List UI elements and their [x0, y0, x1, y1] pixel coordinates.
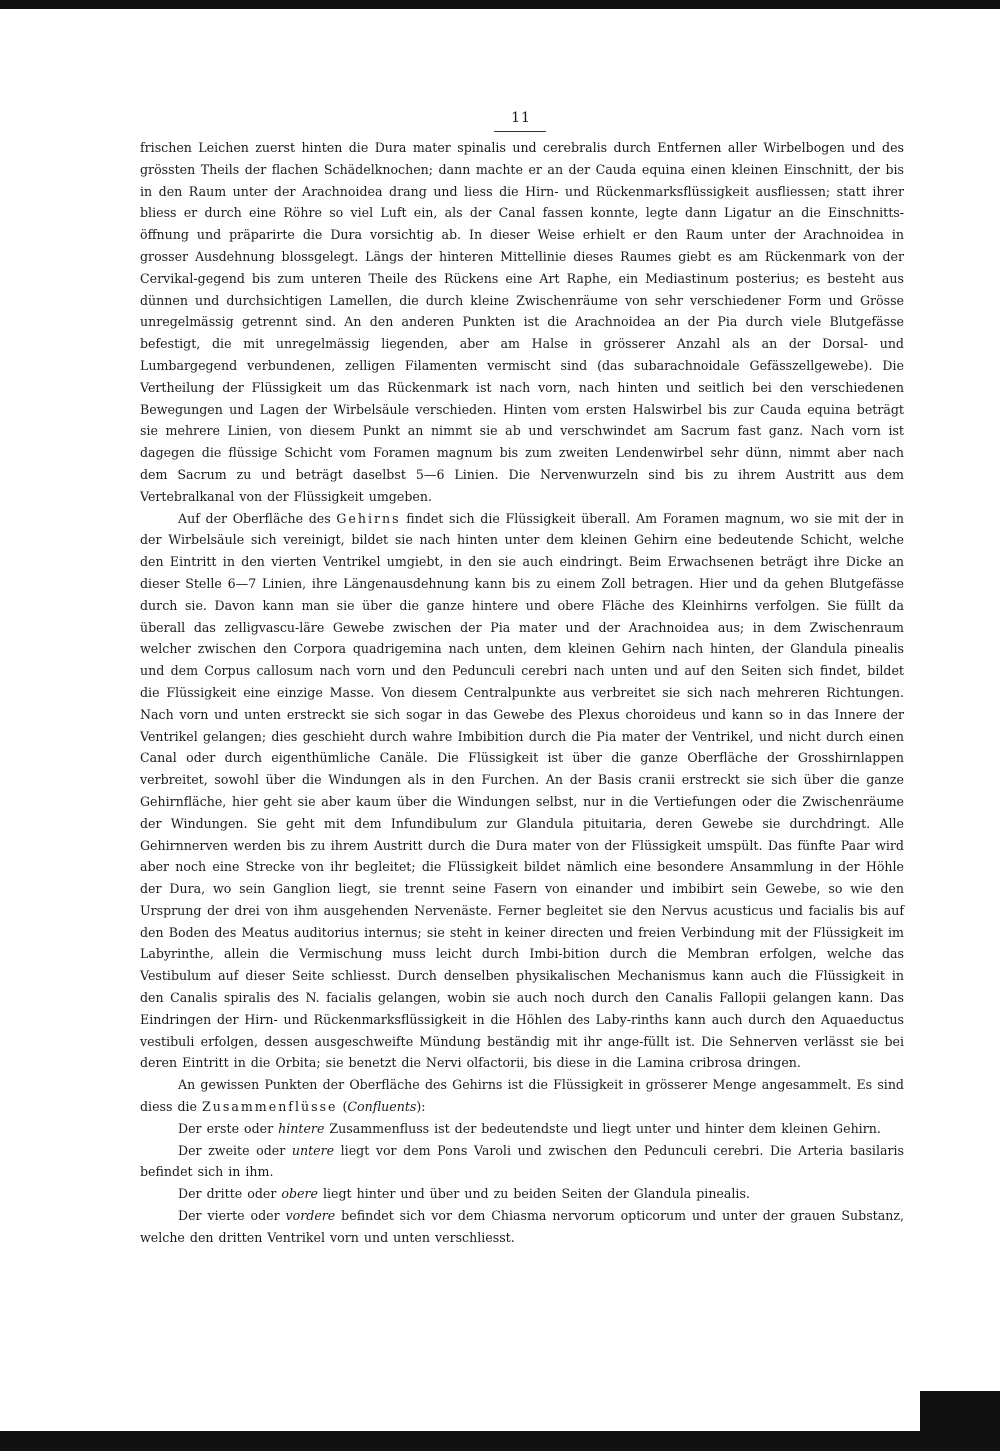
paragraph-3-close: ): [416, 1099, 426, 1115]
italic-term-confluents: Confluents [347, 1099, 417, 1115]
paragraph-7-rest: befindet sich vor dem Chiasma nervorum opticorum und unter der grauen Substanz, welche den dritten Ventrikel vorn und unten verschliesst. [140, 1208, 904, 1245]
paragraph-4-lead: Der erste oder [178, 1120, 279, 1136]
spaced-term-zusammenfluesse: Zusammenflüsse [202, 1099, 338, 1115]
paragraph-4-rest: Zusammenfluss ist der bedeutendste und liegt unter und hinter dem kleinen Gehirn. [324, 1120, 881, 1136]
paragraph-3-lead: An gewissen Punkten der Oberfläche des Gehirns ist die Flüssigkeit in grösserer Menge angesammelt. Es sind diess die [140, 1077, 904, 1115]
paragraph-5-rest: liegt vor dem Pons Varoli und zwischen den Pedunculi cerebri. Die Arteria basilaris befindet sich in ihm. [140, 1142, 904, 1180]
paragraph-2 [140, 508, 904, 1075]
paragraph-5 [140, 1140, 904, 1184]
scan-border-top [0, 0, 1000, 9]
paragraph-7 [140, 1205, 904, 1249]
paragraph-1: frischen Leichen zuerst hinten die Dura mater spinalis und cerebralis durch Entfernen aller Wirbelbogen und des grössten Theils der flachen Schädelknochen; dann machte er an der Cauda equina einen kleinen Einschnitt, der bis in den Raum unter der Arachnoidea drang und liess die Hirn- und Rückenmarksflüssigkeit ausfliessen; statt ihrer bliess er durch eine Röhre so viel Luft ein, als der Canal fassen konnte, legte dann Ligatur an die Einschnitts-öffnung und präparirte die Dura vorsichtig ab. In dieser Weise erhielt er den Raum unter der Arachnoidea in grosser Ausdehnung blossgelegt. Längs der hinteren Mittellinie dieses Raumes giebt es am Rückenmark von der Cervikal-gegend bis zum unteren Theile des Rückens eine Art Raphe, ein Mediastinum posterius; es besteht aus dünnen und durchsichtigen Lamellen, die durch kleine Zwischenräume von sehr verschiedener Form und Grösse unregelmässig getrennt sind. An den anderen Punkten ist die Arachnoidea an der Pia durch viele Blutgefässe befestigt, die mit unregelmässig liegenden, aber am Halse in grösserer Anzahl als an der Dorsal- und Lumbargegend verbundenen, zelligen Filamenten vermischt sind (das subarachnoidale Gefässzellgewebe). Die Vertheilung der Flüssigkeit um das Rückenmark ist nach vorn, nach hinten und seitlich bei den verschiedenen Bewegungen und Lagen der Wirbelsäule verschieden. Hinten vom ersten Halswirbel bis zur Cauda equina beträgt sie mehrere Linien, von diesem Punkt an nimmt sie ab und verschwindet am Sacrum fast ganz. Nach vorn ist dagegen die flüssige Schicht vom Foramen magnum bis zum zweiten Lendenwirbel sehr dünn, nimmt aber nach dem Sacrum zu und beträgt daselbst 5—6 Linien. Die Nervenwurzeln sind bis zu ihrem Austritt aus dem Vertebralkanal von der Flüssigkeit umgeben. [140, 140, 904, 504]
spaced-term-gehirns: Gehirns [336, 510, 401, 526]
paragraph-6-rest: liegt hinter und über und zu beiden Seiten der Glandula pinealis. [317, 1186, 750, 1202]
paragraph-6-lead: Der dritte oder [178, 1186, 282, 1202]
paragraph-2-lead: Auf der Oberfläche des [178, 510, 337, 526]
italic-term-untere: untere [291, 1142, 335, 1158]
paragraph-5-lead: Der zweite oder [178, 1142, 292, 1158]
italic-term-obere: obere [281, 1186, 318, 1202]
body-text [140, 137, 904, 1249]
paragraph-6 [140, 1183, 904, 1205]
page-number-rule [494, 131, 546, 132]
paragraph-3 [140, 1074, 904, 1118]
paragraph-2-rest: findet sich die Flüssigkeit überall. Am Foramen magnum, wo sie mit der in der Wirbelsäule sich vereinigt, bildet sie nach hinten unter dem kleinen Gehirn eine bedeutende Schicht, welche den Eintritt in den vierten Ventrikel umgiebt, in den sie auch eindringt. Beim Erwachsenen beträgt ihre Dicke an dieser Stelle 6—7 Linien, ihre Längenausdehnung kann bis zu einem Zoll betragen. Hier und da gehen Blutgefässe durch sie. Davon kann man sie über die ganze hintere und obere Fläche des Kleinhirns verfolgen. Sie füllt da überall das zelligvascu-läre Gewebe zwischen der Pia mater und der Arachnoidea aus; in dem Zwischenraum welcher zwischen den Corpora quadrigemina nach unten, dem kleinen Gehirn nach hinten, der Glandula pinealis und dem Corpus callosum nach vorn und den Pedunculi cerebri nach unten und auf den Seiten sich findet, bildet die Flüssigkeit eine einzige Masse. Von diesem Centralpunkte aus verbreitet sie sich nach mehreren Richtungen. Nach vorn und unten erstreckt sie sich sogar in das Gewebe des Plexus choroideus und kann so in das Innere der Ventrikel gelangen; dies geschieht durch wahre Imbibition durch die Pia mater der Ventrikel, und nicht durch einen Canal oder durch eigenthümliche Canäle. Die Flüssigkeit ist über die ganze Oberfläche der Grosshirnlappen verbreitet, sowohl über die Windungen als in den Furchen. An der Basis cranii erstreckt sie sich über die ganze Gehirnfläche, hier geht sie aber kaum über die Windungen selbst, nur in die Vertiefungen oder die Zwischenräume der Windungen. Sie geht mit dem Infundibulum zur Glandula pituitaria, deren Gewebe sie durchdringt. Alle Gehirnnerven werden bis zu ihrem Austritt durch die Dura mater von der Flüssigkeit umspült. Das fünfte Paar wird aber noch eine Strecke von ihr begleitet; die Flüssigkeit bildet nämlich eine besondere Ansammlung in der Höhle der Dura, wo sein Ganglion liegt, sie trennt seine Fasern von einander und imbibirt sein Gewebe, so wie den Ursprung der drei von ihm ausgehenden Nervenäste. Ferner begleitet sie den Nervus acusticus und facialis bis auf den Boden des Meatus auditorius internus; sie steht in keiner directen und freien Verbindung mit der Flüssigkeit im Labyrinthe, allein die Vermischung muss leicht durch Imbi-bition durch die Membran erfolgen, welche das Vestibulum auf dieser Seite schliesst. Durch denselben physikalischen Mechanismus kann auch die Flüssigkeit in den Canalis spiralis des N. facialis gelangen, wobin sie auch noch durch den Canalis Fallopii gelangen kann. Das Eindringen der Hirn- und Rückenmarksflüssigkeit in die Höhlen des Laby-rinths kann auch durch den Aquaeductus vestibuli erfolgen, dessen ausgeschweifte Mündung beständig mit ihr ange-füllt ist. Die Sehnerven verlässt sie bei deren Eintritt in die Orbita; sie benetzt die Nervi olfactorii, bis diese in die Lamina cribrosa dringen. [140, 510, 904, 1071]
page-number: 11 [511, 110, 531, 126]
scan-border-bottom [0, 1431, 1000, 1451]
italic-term-hintere: hintere [278, 1120, 325, 1136]
paragraph-3-open: ( [337, 1099, 348, 1115]
paragraph-7-lead: Der vierte oder [178, 1208, 286, 1224]
italic-term-vordere: vordere [285, 1208, 336, 1224]
paragraph-4 [140, 1118, 904, 1140]
